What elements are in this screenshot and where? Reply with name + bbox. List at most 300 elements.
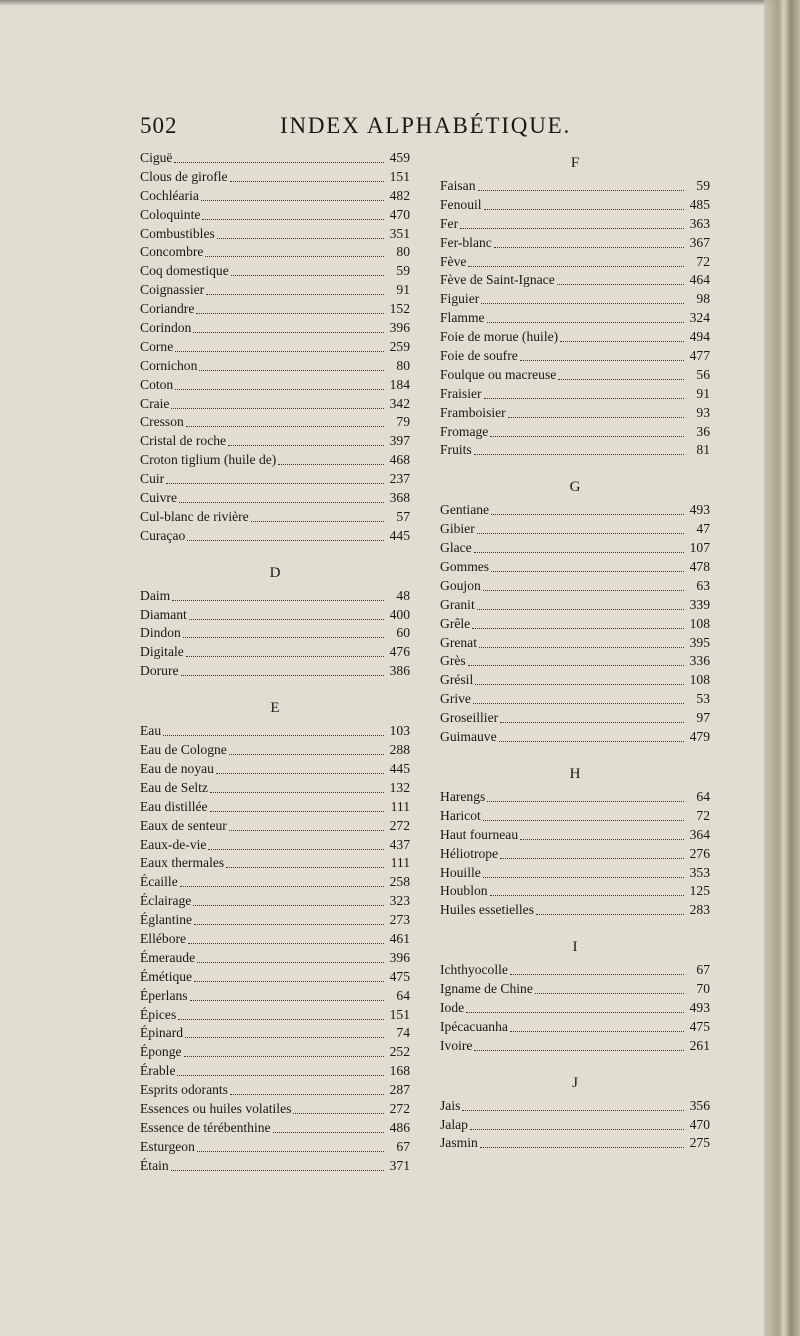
dot-leader	[472, 618, 684, 629]
index-entry	[140, 892, 410, 911]
dot-leader	[197, 952, 384, 963]
dot-leader	[197, 1141, 384, 1152]
entry-page-number: 477	[689, 348, 710, 364]
entry-page-number: 252	[389, 1044, 410, 1060]
dot-leader	[483, 810, 684, 821]
dot-leader	[175, 379, 384, 390]
entry-page-number: 356	[689, 1097, 710, 1113]
entry-term: Eau de Seltz	[140, 779, 208, 795]
dot-leader	[293, 1103, 384, 1114]
dot-leader	[483, 580, 684, 591]
entry-page-number: 91	[396, 282, 410, 298]
dot-leader	[468, 655, 684, 666]
index-entry	[140, 836, 410, 855]
dot-leader	[510, 1021, 684, 1032]
section-gap	[440, 1056, 710, 1069]
index-entry	[440, 1134, 710, 1153]
entry-page-number: 400	[389, 606, 410, 622]
index-entry	[140, 225, 410, 244]
entry-term: Héliotrope	[440, 845, 499, 861]
section-gap	[440, 747, 710, 760]
dot-leader	[202, 209, 384, 220]
dot-leader	[166, 473, 384, 484]
dot-leader	[500, 848, 684, 859]
entry-term: Houille	[440, 864, 481, 880]
entry-term: Guimauve	[440, 729, 497, 745]
dot-leader	[183, 627, 384, 638]
entry-term: Fruits	[440, 442, 472, 458]
entry-term: Croton tiglium (huile de)	[140, 452, 277, 468]
entry-page-number: 237	[389, 471, 410, 487]
dot-leader	[184, 1046, 384, 1057]
entry-term: Haricot	[440, 807, 481, 823]
index-entry	[440, 253, 710, 272]
index-entry	[140, 1006, 410, 1025]
section-gap	[440, 920, 710, 933]
index-entry	[140, 508, 410, 527]
index-entry	[440, 709, 710, 728]
dot-leader	[171, 398, 384, 409]
entry-page-number: 276	[689, 845, 710, 861]
entry-term: Coq domestique	[140, 263, 229, 279]
dot-leader	[474, 1040, 684, 1051]
index-entry	[440, 271, 710, 290]
entry-term: Fraisier	[440, 385, 482, 401]
entry-page-number: 464	[689, 272, 710, 288]
entry-page-number: 59	[396, 263, 410, 279]
entry-page-number: 396	[389, 320, 410, 336]
entry-page-number: 108	[689, 615, 710, 631]
entry-term: Cristal de roche	[140, 433, 227, 449]
entry-term: Émétique	[140, 968, 193, 984]
dot-leader	[189, 609, 384, 620]
entry-page-number: 323	[389, 893, 410, 909]
dot-leader	[230, 1084, 384, 1095]
index-entry	[440, 328, 710, 347]
entry-term: Faisan	[440, 178, 476, 193]
entry-page-number: 468	[389, 452, 410, 468]
index-entry	[140, 643, 410, 662]
entry-page-number: 261	[689, 1037, 710, 1053]
entry-term: Fer-blanc	[440, 234, 492, 250]
entry-page-number: 80	[396, 244, 410, 260]
dot-leader	[520, 829, 684, 840]
index-entry	[140, 949, 410, 968]
entry-term: Dorure	[140, 663, 179, 679]
index-entry	[440, 520, 710, 539]
dot-leader	[216, 763, 384, 774]
entry-term: Coloquinte	[140, 206, 201, 222]
entry-term: Huiles essetielles	[440, 902, 535, 918]
book-spine-edge	[764, 0, 800, 1336]
index-column-right	[440, 149, 710, 1153]
dot-leader	[174, 152, 384, 163]
entry-page-number: 461	[389, 930, 410, 946]
index-entry	[440, 404, 710, 423]
entry-term: Dindon	[140, 625, 181, 641]
dot-leader	[484, 388, 684, 399]
index-entry	[140, 741, 410, 760]
entry-term: Foulque ou macreuse	[440, 366, 557, 382]
entry-term: Fromage	[440, 423, 489, 439]
entry-term: Figuier	[440, 291, 480, 307]
entry-term: Corne	[140, 338, 174, 354]
index-entry	[140, 1157, 410, 1176]
entry-page-number: 36	[696, 423, 710, 439]
entry-term: Coriandre	[140, 301, 195, 317]
entry-term: Combustibles	[140, 225, 215, 241]
entry-page-number: 59	[696, 178, 710, 193]
dot-leader	[206, 284, 384, 295]
entry-term: Eaux thermales	[140, 855, 225, 871]
entry-page-number: 475	[689, 1018, 710, 1034]
dot-leader	[480, 1137, 684, 1148]
index-entry	[140, 968, 410, 987]
section-gap	[140, 681, 410, 694]
entry-term: Écaille	[140, 874, 178, 890]
entry-term: Fève	[440, 253, 467, 269]
entry-page-number: 72	[696, 807, 710, 823]
index-entry	[440, 864, 710, 883]
entry-term: Érable	[140, 1063, 176, 1079]
entry-term: Eau de noyau	[140, 760, 214, 776]
entry-term: Craie	[140, 395, 170, 411]
entry-page-number: 80	[396, 357, 410, 373]
dot-leader	[475, 674, 684, 685]
index-entry	[140, 1062, 410, 1081]
entry-term: Éponge	[140, 1044, 182, 1060]
index-entry	[140, 376, 410, 395]
dot-leader	[188, 933, 384, 944]
entry-page-number: 272	[389, 817, 410, 833]
index-entry	[440, 501, 710, 520]
entry-page-number: 288	[389, 742, 410, 758]
entry-page-number: 107	[689, 540, 710, 556]
entry-page-number: 351	[389, 225, 410, 241]
index-entry	[440, 615, 710, 634]
dot-leader	[470, 1119, 684, 1130]
entry-term: Émeraude	[140, 949, 196, 965]
entry-page-number: 70	[696, 981, 710, 997]
dot-leader	[181, 665, 385, 676]
index-entry	[140, 760, 410, 779]
section-gap	[440, 460, 710, 473]
index-entry	[440, 234, 710, 253]
entry-page-number: 168	[389, 1063, 410, 1079]
entry-page-number: 486	[389, 1119, 410, 1135]
entry-term: Flamme	[440, 310, 485, 326]
entry-page-number: 396	[389, 949, 410, 965]
entry-term: Iode	[440, 999, 465, 1015]
dot-leader	[483, 867, 684, 878]
index-entry	[140, 168, 410, 187]
dot-leader	[487, 312, 684, 323]
index-entry	[440, 1037, 710, 1056]
entry-page-number: 97	[696, 710, 710, 726]
dot-leader	[171, 1160, 384, 1171]
index-entry	[140, 1081, 410, 1100]
dot-leader	[273, 1122, 384, 1133]
index-entry	[440, 980, 710, 999]
index-entry	[140, 300, 410, 319]
dot-leader	[460, 218, 684, 229]
index-entry	[140, 987, 410, 1006]
dot-leader	[194, 971, 384, 982]
index-entry	[440, 807, 710, 826]
entry-term: Cochléaria	[140, 187, 199, 203]
index-entry	[440, 961, 710, 980]
dot-leader	[490, 426, 684, 437]
entry-term: Fer	[440, 215, 459, 231]
dot-leader	[194, 914, 384, 925]
entry-term: Éclairage	[140, 893, 192, 909]
index-entry	[140, 854, 410, 873]
dot-leader	[177, 1065, 384, 1076]
dot-leader	[462, 1100, 684, 1111]
dot-leader	[474, 444, 684, 455]
entry-term: Grêle	[440, 615, 471, 631]
dot-leader	[508, 407, 684, 418]
index-entry	[140, 1138, 410, 1157]
entry-page-number: 72	[696, 253, 710, 269]
entry-term: Cresson	[140, 414, 184, 430]
entry-term: Esturgeon	[140, 1138, 195, 1154]
entry-term: Coignassier	[140, 282, 205, 298]
index-entry	[140, 1119, 410, 1138]
dot-leader	[210, 782, 384, 793]
entry-page-number: 459	[389, 150, 410, 165]
entry-term: Cornichon	[140, 357, 198, 373]
index-entry	[440, 177, 710, 196]
entry-term: Épices	[140, 1006, 177, 1022]
index-entry	[440, 441, 710, 460]
page-number: 502	[140, 113, 178, 138]
index-entry	[440, 999, 710, 1018]
entry-term: Daim	[140, 587, 171, 603]
section-letter: G	[569, 479, 581, 496]
dot-leader	[199, 360, 384, 371]
dot-leader	[185, 1027, 384, 1038]
index-entry	[140, 527, 410, 546]
index-entry	[440, 423, 710, 442]
entry-page-number: 81	[696, 442, 710, 458]
entry-page-number: 98	[696, 291, 710, 307]
entry-page-number: 74	[396, 1025, 410, 1041]
entry-term: Clous de girofle	[140, 168, 228, 184]
entry-term: Eau de Cologne	[140, 742, 227, 758]
section-gap	[140, 546, 410, 559]
dot-leader	[186, 416, 384, 427]
index-entry	[440, 366, 710, 385]
dot-leader	[230, 171, 384, 182]
entry-page-number: 367	[689, 234, 710, 250]
index-entry	[440, 196, 710, 215]
entry-term: Digitale	[140, 644, 184, 660]
index-entry	[140, 319, 410, 338]
dot-leader	[208, 839, 384, 850]
entry-term: Coton	[140, 376, 174, 392]
dot-leader	[217, 228, 384, 239]
index-entry	[140, 262, 410, 281]
section-letter: F	[570, 155, 580, 171]
entry-page-number: 494	[689, 329, 710, 345]
index-entry	[140, 873, 410, 892]
index-entry	[440, 1018, 710, 1037]
entry-term: Corindon	[140, 320, 192, 336]
entry-page-number: 63	[696, 577, 710, 593]
section-letter: D	[269, 564, 281, 581]
dot-leader	[491, 561, 684, 572]
index-entry	[440, 901, 710, 920]
dot-leader	[500, 712, 684, 723]
index-entry	[440, 539, 710, 558]
entry-term: Esprits odorants	[140, 1082, 228, 1098]
index-entry	[140, 587, 410, 606]
entry-term: Eau distillée	[140, 798, 208, 814]
entry-term: Harengs	[440, 788, 486, 804]
entry-page-number: 445	[389, 760, 410, 776]
entry-term: Glace	[440, 540, 472, 556]
index-entry	[140, 395, 410, 414]
entry-page-number: 397	[389, 433, 410, 449]
index-entry	[440, 845, 710, 864]
entry-term: Concombre	[140, 244, 204, 260]
entry-page-number: 445	[389, 527, 410, 543]
dot-leader	[491, 504, 684, 515]
dot-leader	[201, 190, 384, 201]
entry-term: Houblon	[440, 883, 488, 899]
index-entry	[440, 728, 710, 747]
entry-page-number: 275	[689, 1135, 710, 1151]
entry-term: Jasmin	[440, 1135, 478, 1151]
entry-page-number: 151	[389, 168, 410, 184]
entry-term: Eau	[140, 723, 162, 739]
entry-page-number: 470	[689, 1116, 710, 1132]
dot-leader	[468, 256, 684, 267]
dot-leader	[479, 637, 684, 648]
entry-page-number: 437	[389, 836, 410, 852]
entry-term: Cuivre	[140, 490, 177, 506]
section-letter: H	[569, 765, 581, 782]
index-entry	[140, 451, 410, 470]
dot-leader	[178, 1009, 384, 1020]
entry-page-number: 152	[389, 301, 410, 317]
entry-term: Jalap	[440, 1116, 468, 1132]
index-entry	[140, 149, 410, 168]
entry-page-number: 67	[396, 1138, 410, 1154]
index-entry	[140, 662, 410, 681]
dot-leader	[231, 265, 384, 276]
entry-page-number: 364	[689, 826, 710, 842]
dot-leader	[186, 646, 384, 657]
index-entry	[140, 338, 410, 357]
entry-page-number: 482	[389, 187, 410, 203]
dot-leader	[163, 725, 384, 736]
entry-term: Haut fourneau	[440, 826, 519, 842]
entry-page-number: 363	[689, 215, 710, 231]
entry-page-number: 371	[389, 1157, 410, 1173]
index-entry	[140, 722, 410, 741]
entry-term: Fenouil	[440, 196, 482, 212]
dot-leader	[466, 1002, 684, 1013]
dot-leader	[477, 599, 684, 610]
dot-leader	[477, 523, 684, 534]
entry-page-number: 79	[396, 414, 410, 430]
entry-term: Essence de térébenthine	[140, 1119, 271, 1135]
index-entry	[140, 470, 410, 489]
dot-leader	[484, 199, 684, 210]
dot-leader	[228, 435, 384, 446]
dot-leader	[193, 895, 384, 906]
index-column-left	[140, 149, 410, 1176]
entry-term: Gibier	[440, 521, 475, 537]
index-entry	[440, 826, 710, 845]
entry-page-number: 67	[696, 962, 710, 978]
entry-page-number: 132	[389, 779, 410, 795]
entry-term: Jais	[440, 1097, 461, 1113]
dot-leader	[229, 744, 384, 755]
index-entry	[140, 1100, 410, 1119]
index-entry	[140, 1024, 410, 1043]
entry-term: Curaçao	[140, 527, 186, 543]
entry-page-number: 470	[389, 206, 410, 222]
dot-leader	[251, 511, 384, 522]
index-entry	[440, 290, 710, 309]
entry-page-number: 93	[696, 404, 710, 420]
index-entry	[440, 1097, 710, 1116]
entry-page-number: 368	[389, 490, 410, 506]
entry-term: Grenat	[440, 634, 477, 650]
index-entry	[440, 385, 710, 404]
entry-page-number: 493	[689, 502, 710, 518]
entry-page-number: 184	[389, 376, 410, 392]
entry-term: Grésil	[440, 672, 474, 688]
dot-leader	[535, 983, 684, 994]
section-letter: I	[572, 939, 578, 956]
dot-leader	[210, 801, 384, 812]
dot-leader	[229, 820, 384, 831]
entry-term: Igname de Chine	[440, 981, 533, 997]
entry-page-number: 342	[389, 395, 410, 411]
entry-page-number: 91	[696, 385, 710, 401]
entry-term: Églantine	[140, 912, 193, 928]
entry-term: Eaux-de-vie	[140, 836, 207, 852]
entry-page-number: 56	[696, 366, 710, 382]
entry-page-number: 258	[389, 874, 410, 890]
dot-leader	[473, 693, 684, 704]
entry-page-number: 479	[689, 729, 710, 745]
entry-term: Épinard	[140, 1025, 184, 1041]
entry-page-number: 111	[390, 798, 410, 814]
entry-term: Grive	[440, 691, 471, 707]
entry-term: Granit	[440, 596, 475, 612]
page-header	[140, 113, 610, 139]
index-entry	[140, 606, 410, 625]
entry-term: Ivoire	[440, 1037, 473, 1053]
entry-page-number: 476	[389, 644, 410, 660]
entry-page-number: 272	[389, 1100, 410, 1116]
index-entry	[140, 489, 410, 508]
entry-page-number: 395	[689, 634, 710, 650]
entry-term: Goujon	[440, 577, 481, 593]
entry-term: Foie de morue (huile)	[440, 329, 559, 345]
entry-page-number: 339	[689, 596, 710, 612]
entry-page-number: 151	[389, 1006, 410, 1022]
dot-leader	[278, 454, 384, 465]
entry-term: Framboisier	[440, 404, 506, 420]
index-entry	[440, 215, 710, 234]
entry-page-number: 103	[389, 723, 410, 739]
